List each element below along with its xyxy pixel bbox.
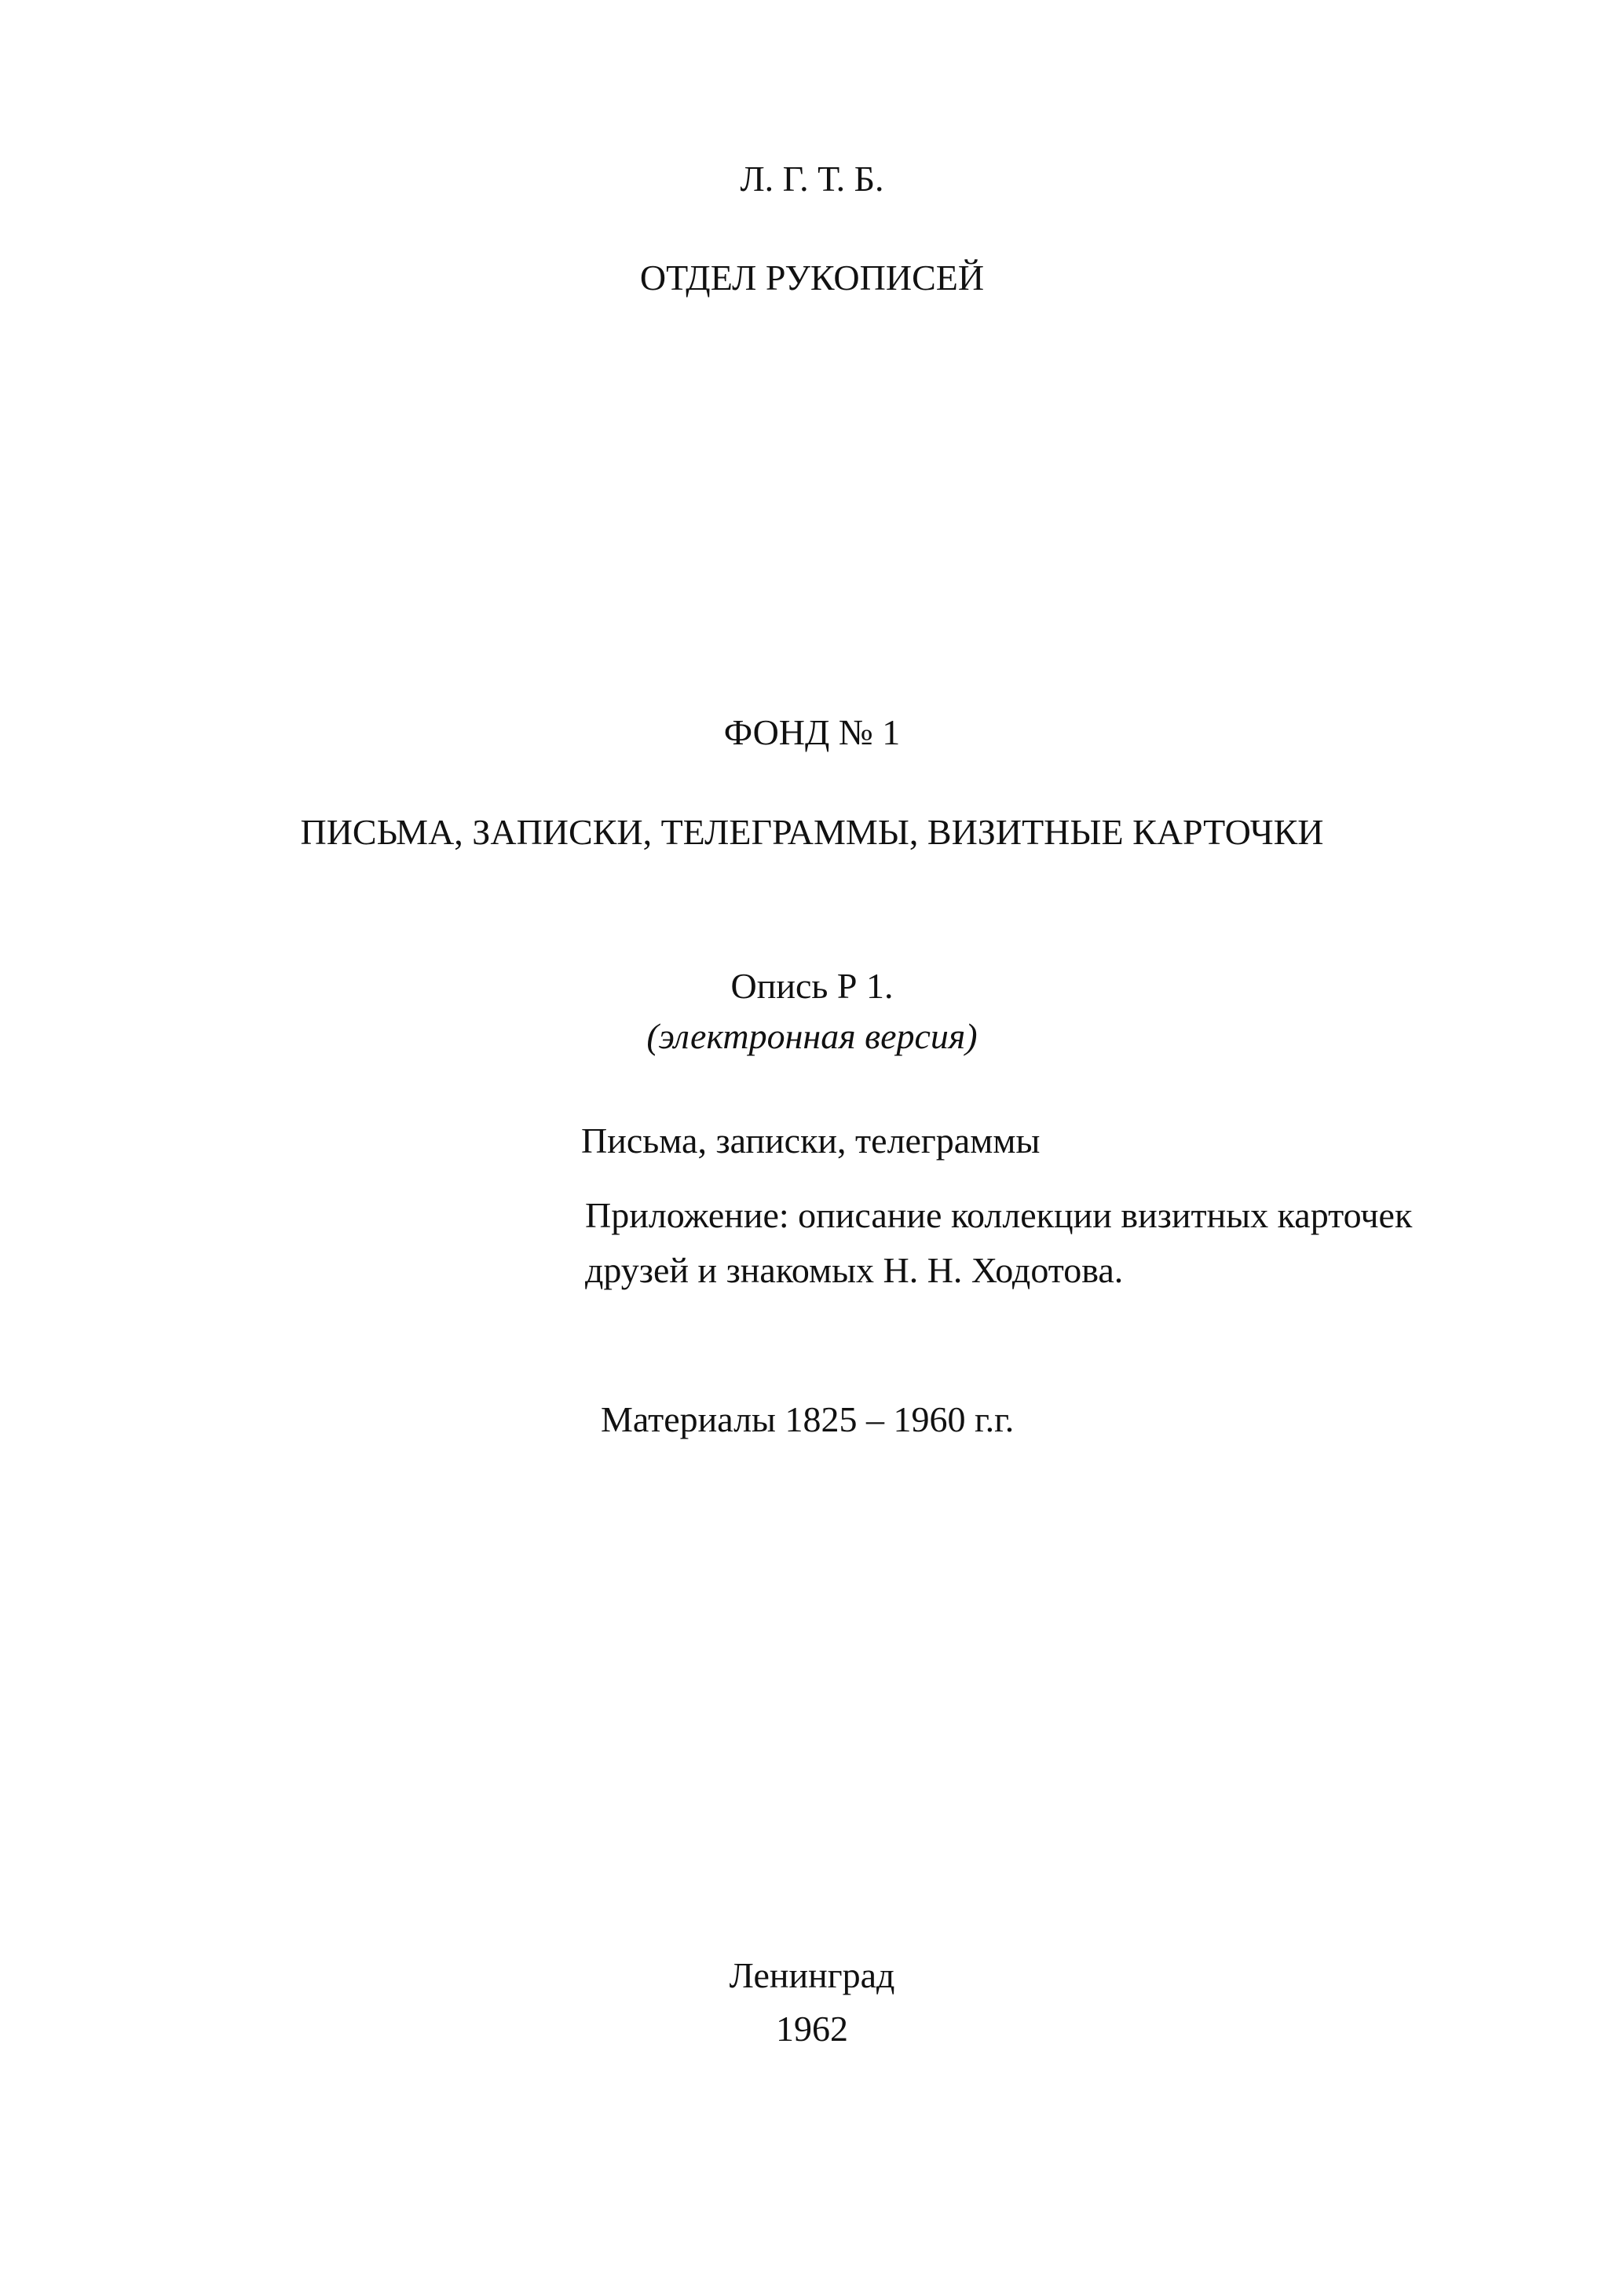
- fond-title: ПИСЬМА, ЗАПИСКИ, ТЕЛЕГРАММЫ, ВИЗИТНЫЕ КАРТОЧКИ: [300, 812, 1324, 852]
- appendix-line-2: друзей и знакомых Н. Н. Ходотова.: [585, 1250, 1124, 1290]
- inventory-contents: Письма, записки, телеграммы: [581, 1121, 1041, 1161]
- institution-abbreviation: Л. Г. Т. Б.: [740, 159, 884, 199]
- inventory-version-note: (электронная версия): [646, 1016, 978, 1056]
- appendix-line-1: Приложение: описание коллекции визитных карточек: [585, 1195, 1413, 1235]
- imprint-city: Ленинград: [729, 1955, 895, 1995]
- inventory-label: Опись Р 1.: [730, 966, 894, 1006]
- materials-date-range: Материалы 1825 – 1960 г.г.: [601, 1399, 1015, 1439]
- fond-number: ФОНД № 1: [723, 712, 901, 752]
- department-title: ОТДЕЛ РУКОПИСЕЙ: [639, 258, 985, 298]
- imprint-year: 1962: [776, 2009, 848, 2049]
